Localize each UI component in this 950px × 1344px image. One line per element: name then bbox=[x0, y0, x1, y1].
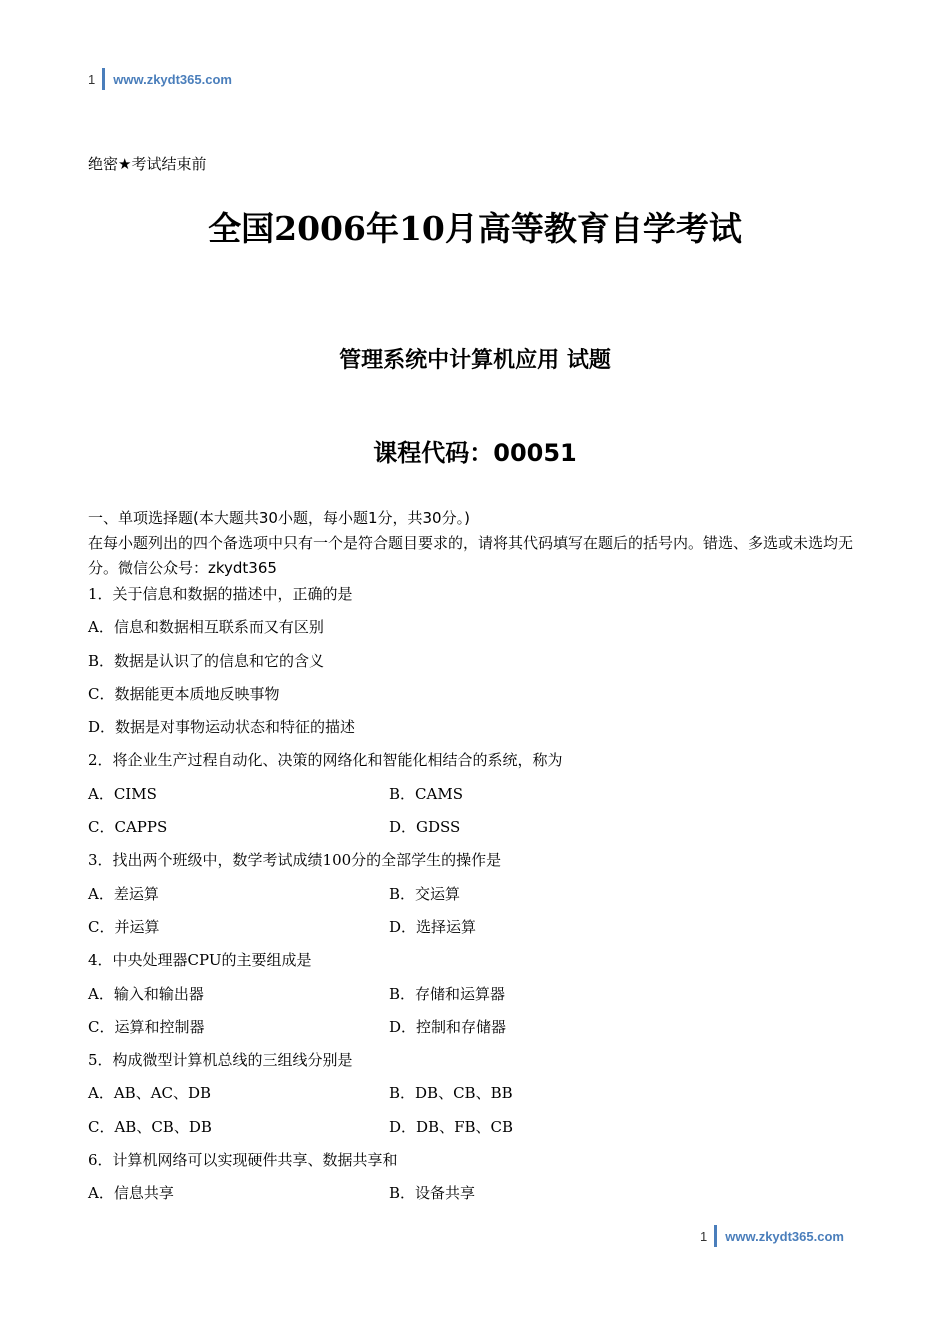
option-a: A．信息和数据相互联系而又有区别 bbox=[88, 618, 324, 637]
option-a: A．CIMS bbox=[88, 784, 157, 803]
option-d: D．数据是对事物运动状态和特征的描述 bbox=[88, 718, 356, 737]
footer-site-link[interactable]: www.zkydt365.com bbox=[725, 1228, 844, 1244]
exam-title: 全国2006年10月高等教育自学考试 bbox=[208, 209, 742, 248]
section-heading: 一、单项选择题(本大题共30小题，每小题1分，共30分。) bbox=[88, 509, 470, 527]
option-a: A．信息共享 bbox=[88, 1184, 174, 1203]
secret-label: 绝密★考试结束前 bbox=[88, 155, 207, 173]
header-page-number: 1 bbox=[88, 71, 96, 87]
option-row bbox=[88, 1077, 868, 1110]
page-footer bbox=[700, 1225, 844, 1247]
option-row bbox=[88, 1177, 868, 1210]
option-row bbox=[88, 811, 868, 844]
question-list bbox=[88, 578, 868, 1211]
option-d: D．DB、FB、CB bbox=[389, 1117, 514, 1136]
question-stem: 6．计算机网络可以实现硬件共享、数据共享和 bbox=[88, 1151, 398, 1170]
footer-page-number: 1 bbox=[700, 1228, 708, 1244]
option-d: D．选择运算 bbox=[389, 917, 477, 936]
option-c: C．AB、CB、DB bbox=[88, 1117, 212, 1136]
section-intro bbox=[88, 506, 878, 581]
option-row bbox=[88, 878, 868, 911]
page-header bbox=[88, 68, 232, 90]
exam-subtitle: 管理系统中计算机应用 试题 bbox=[339, 348, 611, 373]
header-divider bbox=[102, 68, 105, 90]
question-stem: 3．找出两个班级中，数学考试成绩100分的全部学生的操作是 bbox=[88, 851, 502, 870]
option-c: C．并运算 bbox=[88, 917, 160, 936]
option-row bbox=[88, 1011, 868, 1044]
question-2 bbox=[88, 744, 868, 844]
header-site-link[interactable]: www.zkydt365.com bbox=[113, 71, 232, 87]
option-row bbox=[88, 1111, 868, 1144]
question-3 bbox=[88, 844, 868, 944]
option-b: B．数据是认识了的信息和它的含义 bbox=[88, 651, 325, 670]
option-row bbox=[88, 911, 868, 944]
option-c: C．CAPPS bbox=[88, 818, 168, 837]
option-a: A．输入和输出器 bbox=[88, 984, 204, 1003]
question-6 bbox=[88, 1144, 868, 1211]
option-b: B．DB、CB、BB bbox=[389, 1084, 513, 1103]
question-stem: 2．将企业生产过程自动化、决策的网络化和智能化相结合的系统，称为 bbox=[88, 751, 563, 770]
question-stem: 1．关于信息和数据的描述中，正确的是 bbox=[88, 585, 353, 603]
option-row bbox=[88, 978, 868, 1011]
option-d: D．控制和存储器 bbox=[389, 1017, 507, 1036]
option-c: C．数据能更本质地反映事物 bbox=[88, 684, 280, 703]
option-d: D．GDSS bbox=[389, 818, 461, 837]
question-4 bbox=[88, 944, 868, 1044]
option-b: B．设备共享 bbox=[389, 1184, 476, 1203]
option-b: B．CAMS bbox=[389, 784, 463, 803]
option-a: A．AB、AC、DB bbox=[88, 1084, 212, 1103]
option-row bbox=[88, 778, 868, 811]
option-b: B．交运算 bbox=[389, 884, 461, 903]
question-stem: 5．构成微型计算机总线的三组线分别是 bbox=[88, 1051, 353, 1070]
option-c: C．运算和控制器 bbox=[88, 1017, 205, 1036]
question-1 bbox=[88, 578, 868, 744]
section-instructions: 在每小题列出的四个备选项中只有一个是符合题目要求的，请将其代码填写在题后的括号内。错选、多选或未选均无分。微信公众号：zkydt365 bbox=[88, 534, 854, 577]
question-5 bbox=[88, 1044, 868, 1144]
option-a: A．差运算 bbox=[88, 884, 159, 903]
question-stem: 4．中央处理器CPU的主要组成是 bbox=[88, 951, 312, 970]
course-code: 课程代码：00051 bbox=[373, 439, 577, 467]
footer-divider bbox=[714, 1225, 717, 1247]
option-b: B．存储和运算器 bbox=[389, 984, 506, 1003]
